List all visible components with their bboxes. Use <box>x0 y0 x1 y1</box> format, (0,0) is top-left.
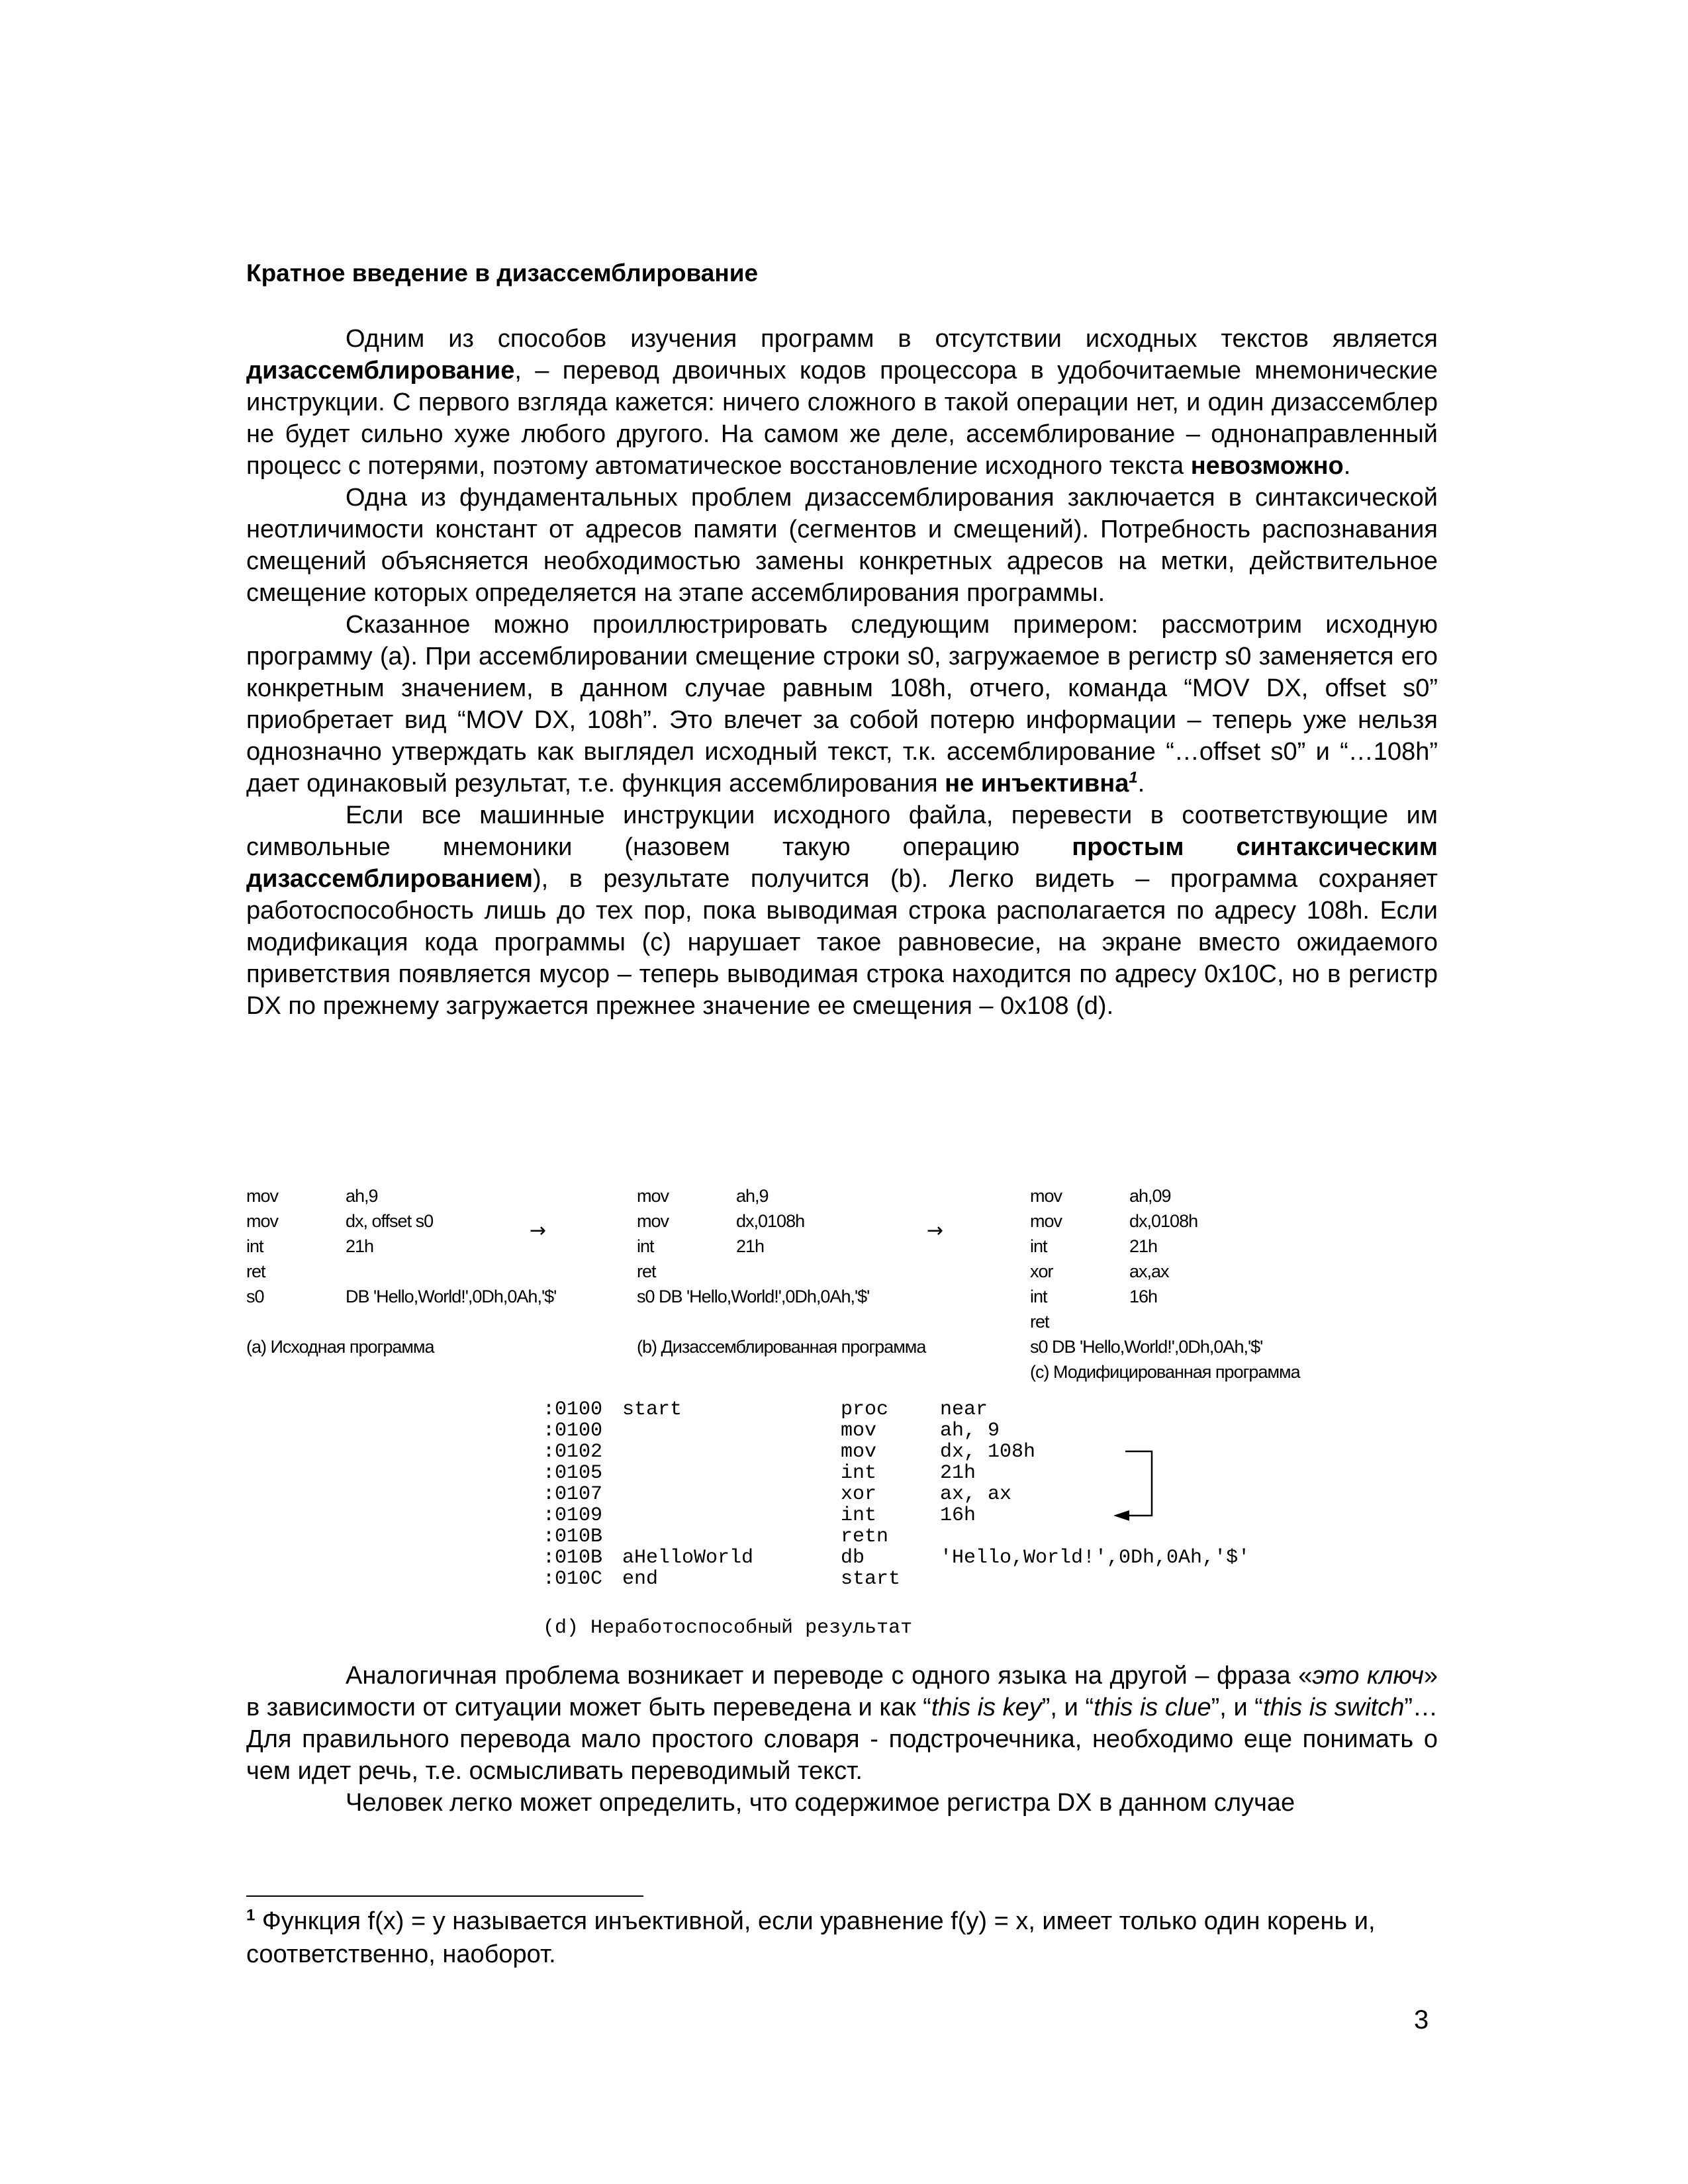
listing-b <box>637 1183 1068 1357</box>
operand <box>736 1259 935 1284</box>
code-line <box>637 1208 1068 1234</box>
mnemonic: ret <box>246 1261 265 1281</box>
paragraph-6: Человек легко может определить, что содержимое регистра DX в данном случае <box>346 1789 1295 1817</box>
address: :0102 <box>543 1441 603 1463</box>
code-line <box>246 1234 544 1259</box>
argument: dx, 108h <box>940 1441 1036 1463</box>
code-line <box>1030 1284 1461 1309</box>
opcode: int <box>841 1462 877 1484</box>
argument: ah, 9 <box>940 1420 1000 1442</box>
operand: ah,09 <box>1129 1186 1171 1206</box>
page-number: 3 <box>1414 2005 1429 2034</box>
operand: 21h <box>1129 1236 1158 1256</box>
listing-a-rows <box>246 1183 557 1309</box>
mnemonic: s0 DB 'Hello,World!',0Dh,0Ah,'$' <box>637 1287 870 1306</box>
opcode: int <box>841 1504 877 1527</box>
right-arrow-icon: → <box>927 1219 944 1242</box>
listing-a-caption: (a) Исходная программа <box>246 1337 434 1357</box>
section-title: Кратное введение в дизассемблирование <box>246 259 759 287</box>
address: :0100 <box>543 1420 603 1442</box>
opcode: xor <box>841 1483 877 1506</box>
label: end <box>622 1568 659 1590</box>
mnemonic: ret <box>1030 1312 1049 1332</box>
paragraph-2: Одна из фундаментальных проблем дизассемблирования заключается в синтаксической неотличимости констант от адресов памяти (сегментов и смещений). Потребность распознавания смещений объясняется необходимостью замены конкретных адресов на метки, действительное смещение которых определяется на этапе ассемблирования программы. <box>246 484 1438 607</box>
mnemonic: mov <box>1030 1186 1062 1206</box>
operand: dx,0108h <box>1129 1211 1198 1231</box>
body-text-2 <box>246 1660 1438 1819</box>
footnote: $^1$ Функция f(x) = y называется инъективной, если уравнение f(y) = x, имеет только один корень и, соответственно, наоборот. <box>246 1906 1376 1968</box>
paragraph-4: Если все машинные инструкции исходного файла, перевести в соответствующие им символьные мнемоники (назовем такую операцию простым синтаксическим дизассемблированием), в результате получится (b). Легко видеть – программа сохраняет работоспособность лишь до тех пор, пока выводимая строка располагается по адресу 108h. Если модификация кода программы (c) нарушает такое равновесие, на экране вместо ожидаемого приветствия появляется мусор – теперь выводимая строка находится по адресу 0x10C, но в регистр DX по прежнему загружается прежнее значение ее смещения – 0x108 (d). <box>246 801 1438 1020</box>
code-line <box>246 1284 557 1309</box>
operand: dx, offset s0 <box>346 1211 434 1231</box>
code-line <box>637 1183 1068 1208</box>
operand: 16h <box>1129 1287 1158 1306</box>
operand: ax,ax <box>1129 1261 1169 1281</box>
mnemonic: xor <box>1030 1261 1053 1281</box>
mnemonic: mov <box>637 1186 669 1206</box>
footnote-ref: 1 <box>1129 768 1138 787</box>
argument: 21h <box>940 1462 976 1484</box>
code-line <box>1030 1334 1461 1359</box>
operand: 21h <box>346 1236 374 1256</box>
mnemonic: mov <box>637 1211 669 1231</box>
mnemonic: mov <box>246 1211 279 1231</box>
code-line <box>637 1284 1068 1309</box>
listing-b-caption: (b) Дизассемблированная программа <box>637 1337 926 1357</box>
right-arrow-icon: → <box>530 1219 547 1242</box>
code-line <box>1030 1208 1461 1234</box>
argument: 'Hello,World!',0Dh,0Ah,'$' <box>940 1547 1250 1569</box>
code-line <box>1030 1234 1461 1259</box>
paragraph-1: Одним из способов изучения программ в отсутствии исходных текстов является дизассемблирование, – перевод двоичных кодов процессора в удобочитаемые мнемонические инструкции. С первого взгляда кажется: ничего сложного в такой операции нет, и один дизассемблер не будет сильно хуже любого другого. На самом же деле, ассемблирование – однонаправленный процесс с потерями, поэтому автоматическое восстановление исходного текста невозможно. <box>246 325 1438 480</box>
opcode: start <box>841 1568 901 1590</box>
mnemonic: int <box>1030 1287 1047 1306</box>
opcode: db <box>841 1547 865 1569</box>
argument: near <box>940 1398 988 1421</box>
code-line <box>637 1234 1068 1259</box>
mnemonic: int <box>1030 1236 1047 1256</box>
address: :010B <box>543 1525 603 1548</box>
code-line <box>246 1183 544 1208</box>
operand: 21h <box>736 1236 765 1256</box>
address: :0109 <box>543 1504 603 1527</box>
operand: ah,9 <box>736 1186 769 1206</box>
mnemonic: int <box>246 1236 263 1256</box>
mnemonic: int <box>637 1236 654 1256</box>
operand: ah,9 <box>346 1186 378 1206</box>
label: start <box>622 1398 682 1421</box>
code-line <box>1030 1183 1461 1208</box>
argument: 16h <box>940 1504 976 1527</box>
operand: dx,0108h <box>736 1211 805 1231</box>
argument: ax, ax <box>940 1483 1012 1506</box>
code-line <box>1030 1309 1461 1334</box>
jump-arrow <box>543 1399 1139 1598</box>
opcode: mov <box>841 1420 877 1442</box>
opcode: retn <box>841 1525 889 1548</box>
listing-b-rows <box>637 1183 1068 1309</box>
body-text <box>246 323 1438 1022</box>
operand <box>346 1259 544 1284</box>
footnote-divider <box>246 1895 643 1897</box>
address: :0105 <box>543 1462 603 1484</box>
listing-d-caption: (d) Неработоспособный результат <box>543 1617 913 1639</box>
opcode: mov <box>841 1441 877 1463</box>
code-line <box>246 1208 544 1234</box>
mnemonic: mov <box>246 1186 279 1206</box>
opcode: proc <box>841 1398 889 1421</box>
listing-c <box>1030 1183 1461 1382</box>
mnemonic: mov <box>1030 1211 1062 1231</box>
listing-a <box>246 1183 557 1357</box>
arrowhead-icon <box>1113 1510 1129 1521</box>
mnemonic: ret <box>637 1261 656 1281</box>
paragraph-3: Сказанное можно проиллюстрировать следующим примером: рассмотрим исходную программу (a). При ассемблировании смещение строки s0, загружаемое в регистр s0 заменяется его конкретным значением, в данном случае равным 108h, отчего, команда “MOV DX, offset s0” приобретает вид “MOV DX, 108h”. Это влечет за собой потерю информации – теперь уже нельзя однозначно утверждать как выглядел исходный текст, т.к. ассемблирование “…offset s0” и “…108h” дает одинаковый результат, т.е. функция ассемблирования не инъективна$^1$. <box>246 611 1438 797</box>
listing-c-rows <box>1030 1183 1461 1359</box>
address: :0100 <box>543 1398 603 1421</box>
code-line <box>1030 1259 1461 1284</box>
code-line <box>246 1259 544 1284</box>
address: :010B <box>543 1547 603 1569</box>
footnote-marker: 1 <box>246 1906 256 1925</box>
paragraph-5: Аналогичная проблема возникает и переводе с одного языка на другой – фраза «это ключ» в зависимости от ситуации может быть переведена и как “this is key”, и “this is clue”, и “this is switch”… Для правильного перевода мало простого словаря - подстрочечника, необходимо еще понимать о чем идет речь, т.е. осмысливать переводимый текст. <box>246 1662 1438 1785</box>
operand <box>1262 1334 1461 1359</box>
listing-c-caption: (c) Модифицированная программа <box>1030 1362 1300 1382</box>
mnemonic: s0 <box>246 1287 264 1306</box>
operand: DB 'Hello,World!',0Dh,0Ah,'$' <box>346 1287 557 1306</box>
mnemonic: s0 DB 'Hello,World!',0Dh,0Ah,'$' <box>1030 1337 1263 1357</box>
operand <box>1129 1309 1328 1334</box>
code-line <box>637 1259 1068 1284</box>
address: :010C <box>543 1568 603 1590</box>
label: aHelloWorld <box>622 1547 754 1569</box>
address: :0107 <box>543 1483 603 1506</box>
